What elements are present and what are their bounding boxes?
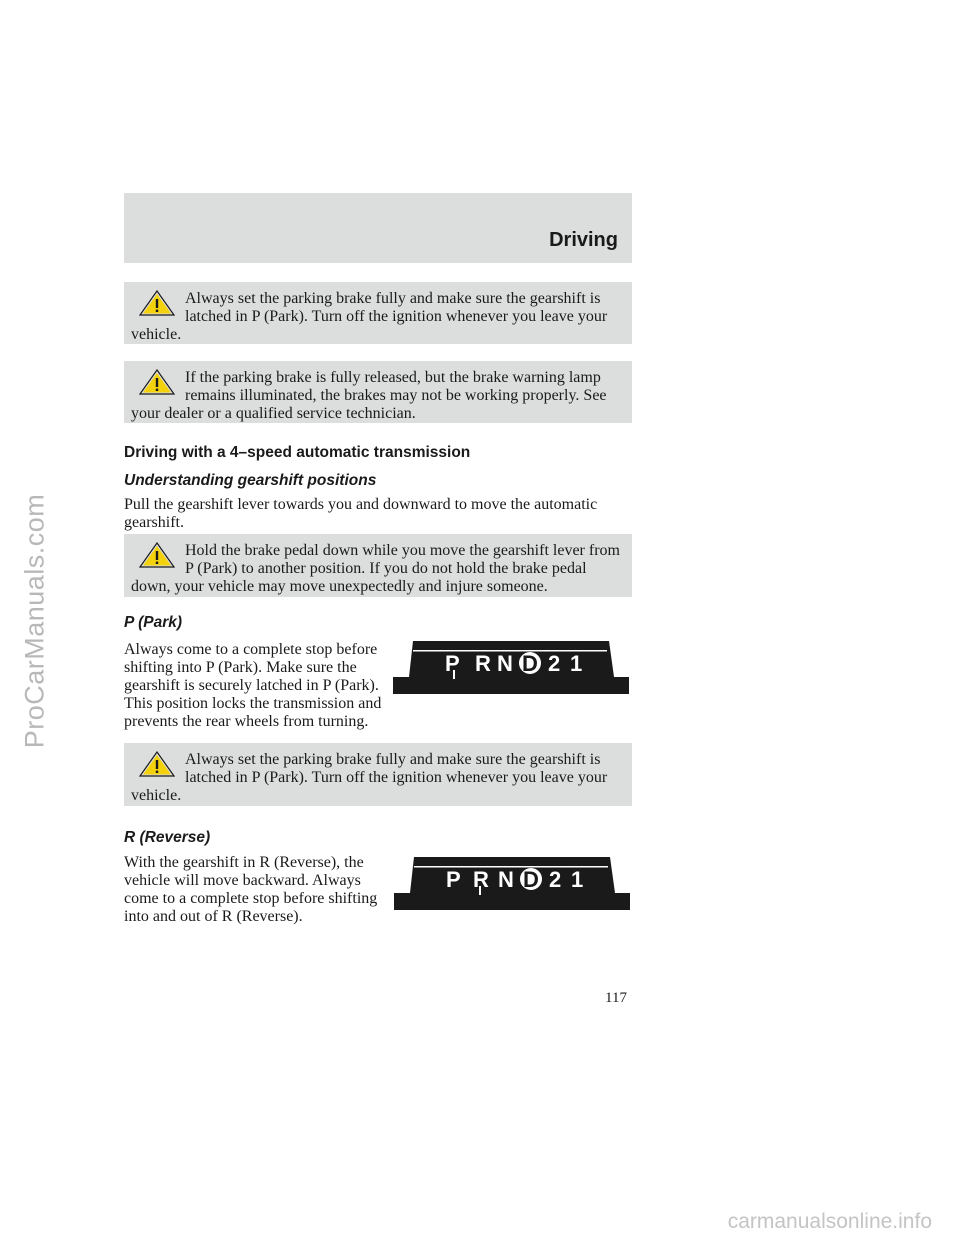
gear-label-r: R [475,651,491,676]
warning-box-1 [124,282,632,344]
gear-indicator-reverse [394,856,630,912]
gear-label-p: P [446,867,461,892]
gear-label-r: R [473,867,489,892]
gear-label-n: N [497,651,513,676]
gear-label-2: 2 [548,651,561,676]
bottom-watermark: carmanualsonline.info [727,1210,932,1233]
warning-box-4 [124,743,632,806]
warning-text: Always set the parking brake fully and make sure the gearshift is latched in P (Park). Turn off the ignition whenever you leave your vehicle. [131,290,608,343]
section-heading: Driving with a 4–speed automatic transmission [124,444,471,461]
gear-label-1: 1 [570,651,583,676]
gear-label-d: D [522,651,538,676]
warning-triangle-icon [139,751,175,777]
gear-label-n: N [498,867,514,892]
warning-box-3 [124,534,632,597]
page-title: Driving [549,229,618,251]
warning-triangle-icon [139,542,175,568]
reverse-heading: R (Reverse) [124,829,211,846]
warning-triangle-icon [139,290,175,316]
gear-label-d: D [523,867,539,892]
park-paragraph: Always come to a complete stop before shifting into P (Park). Make sure the gearshift is securely latched in P (Park). This position locks the transmission and prevents the rear wheels from turning. [124,641,382,730]
gear-label-1: 1 [571,867,584,892]
intro-paragraph: Pull the gearshift lever towards you and downward to move the automatic gearshift. [124,496,598,531]
warning-box-2 [124,361,632,423]
park-heading: P (Park) [124,614,183,631]
side-watermark-text: ProCarManuals.com [19,493,50,749]
section-subheading: Understanding gearshift positions [124,472,377,489]
gear-label-2: 2 [549,867,562,892]
reverse-paragraph: With the gearshift in R (Reverse), the vehicle will move backward. Always come to a complete stop before shifting into and out of R (Reverse). [124,854,378,925]
warning-text: Always set the parking brake fully and make sure the gearshift is latched in P (Park). Turn off the ignition whenever you leave your vehicle. [131,751,608,804]
page-number: 117 [605,990,627,1006]
gear-label-p: P [445,651,460,676]
warning-text: If the parking brake is fully released, but the brake warning lamp remains illuminated, the brakes may not be working properly. See your dealer or a qualified service technician. [131,369,607,422]
warning-triangle-icon [139,369,175,395]
gear-indicator-park [393,640,629,696]
side-watermark [10,0,60,1242]
warning-text: Hold the brake pedal down while you move the gearshift lever from P (Park) to another position. If you do not hold the brake pedal down, your vehicle may move unexpectedly and injure someone. [131,542,620,595]
page-header [124,193,632,263]
